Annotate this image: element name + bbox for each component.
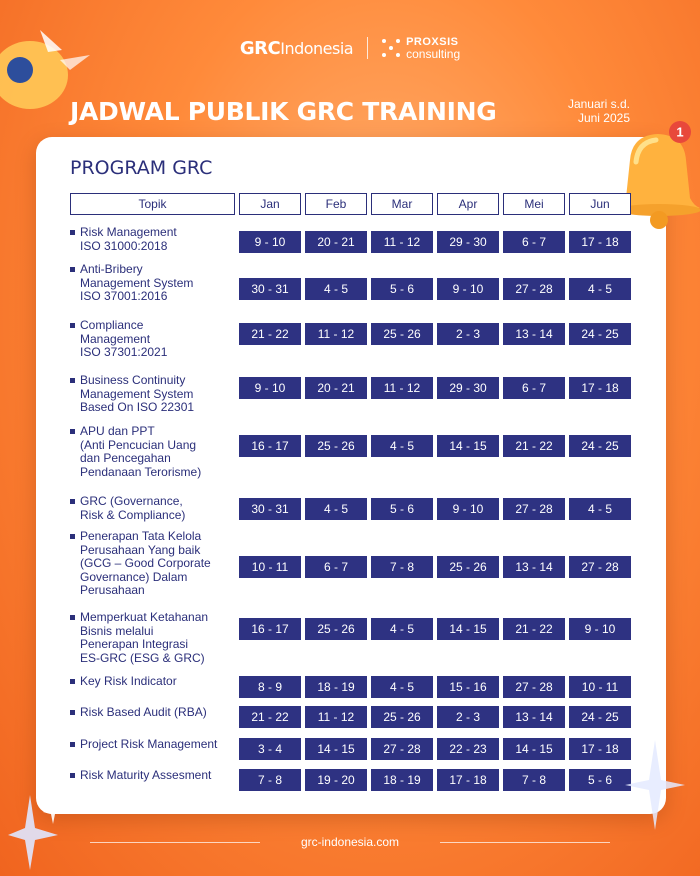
date-cell: 9 - 10 <box>437 498 499 520</box>
topic-label <box>70 738 235 752</box>
topic-line: Risk Management <box>80 225 177 239</box>
date-cell: 4 - 5 <box>371 676 433 698</box>
date-cell: 27 - 28 <box>569 556 631 578</box>
topic-text <box>80 530 211 598</box>
bullet-icon <box>70 378 75 383</box>
date-cell: 6 - 7 <box>305 556 367 578</box>
topic-line: Perusahaan <box>80 583 145 598</box>
topic-label <box>70 769 235 783</box>
sparkle-icon <box>8 790 68 870</box>
date-cell: 10 - 11 <box>239 556 301 578</box>
date-cell: 24 - 25 <box>569 435 631 457</box>
topic-line: Management System <box>80 386 194 401</box>
date-cell: 21 - 22 <box>503 435 565 457</box>
date-cell: 3 - 4 <box>239 738 301 760</box>
bullet-icon <box>70 429 75 434</box>
topic-line: Risk & Compliance) <box>80 507 186 522</box>
header-topic: Topik <box>70 193 235 215</box>
date-cell: 5 - 6 <box>371 278 433 300</box>
date-cell: 10 - 11 <box>569 676 631 698</box>
date-cell: 9 - 10 <box>239 231 301 253</box>
date-cell: 5 - 6 <box>569 769 631 791</box>
date-cell: 6 - 7 <box>503 377 565 399</box>
date-cell: 11 - 12 <box>371 377 433 399</box>
date-cell: 24 - 25 <box>569 323 631 345</box>
bullet-icon <box>70 230 75 235</box>
partner-name: PROXSIS <box>406 36 459 48</box>
topic-line: Penerapan Integrasi <box>80 637 189 652</box>
date-cell: 9 - 10 <box>239 377 301 399</box>
page-title: JADWAL PUBLIK GRC TRAINING <box>70 97 497 126</box>
date-cell: 4 - 5 <box>569 278 631 300</box>
date-cell: 20 - 21 <box>305 377 367 399</box>
header-month: Mar <box>371 193 433 215</box>
bullet-icon <box>70 267 75 272</box>
date-cell: 25 - 26 <box>371 323 433 345</box>
topic-line: Anti-Bribery <box>80 262 143 276</box>
header-month: Feb <box>305 193 367 215</box>
date-cell: 11 - 12 <box>305 323 367 345</box>
date-cell: 30 - 31 <box>239 278 301 300</box>
bullet-icon <box>70 534 75 539</box>
date-cell: 15 - 16 <box>437 676 499 698</box>
proxsis-dots-icon <box>382 39 400 57</box>
topic-line: (Anti Pencucian Uang <box>80 437 197 452</box>
topic-line: ISO 37001:2016 <box>80 289 168 304</box>
topic-text <box>80 263 193 304</box>
topic-text <box>80 675 177 689</box>
date-cell: 5 - 6 <box>371 498 433 520</box>
topic-label <box>70 530 235 598</box>
topic-line: ES-GRC (ESG & GRC) <box>80 650 205 665</box>
footer-url: grc-indonesia.com <box>300 835 400 849</box>
date-cell: 17 - 18 <box>569 738 631 760</box>
topic-line: Perusahaan Yang baik <box>80 542 201 557</box>
date-cell: 17 - 18 <box>569 377 631 399</box>
topic-label <box>70 374 235 415</box>
topic-text <box>80 611 208 665</box>
topic-label <box>70 495 235 522</box>
topic-line: GRC (Governance, <box>80 494 183 508</box>
brand-logos <box>0 36 700 60</box>
logo-divider <box>367 37 368 59</box>
date-cell: 25 - 26 <box>305 435 367 457</box>
program-title: PROGRAM GRC <box>70 157 213 179</box>
date-cell: 9 - 10 <box>569 618 631 640</box>
date-cell: 2 - 3 <box>437 323 499 345</box>
logo-sub: Indonesia <box>280 38 354 58</box>
topic-label <box>70 706 235 720</box>
date-cell: 2 - 3 <box>437 706 499 728</box>
date-cell: 11 - 12 <box>371 231 433 253</box>
date-cell: 13 - 14 <box>503 323 565 345</box>
date-cell: 13 - 14 <box>503 556 565 578</box>
topic-line: Business Continuity <box>80 373 186 387</box>
topic-line: Risk Maturity Assesment <box>80 768 212 782</box>
topic-line: Memperkuat Ketahanan <box>80 610 209 624</box>
date-cell: 17 - 18 <box>569 231 631 253</box>
date-cell: 14 - 15 <box>503 738 565 760</box>
header-month: Jun <box>569 193 631 215</box>
topic-line: ISO 37301:2021 <box>80 345 168 360</box>
date-cell: 4 - 5 <box>305 498 367 520</box>
topic-label <box>70 675 235 689</box>
topic-text <box>80 706 207 720</box>
date-cell: 21 - 22 <box>503 618 565 640</box>
date-cell: 20 - 21 <box>305 231 367 253</box>
topic-line: Governance) Dalam <box>80 569 188 584</box>
topic-line: Pendanaan Terorisme) <box>80 464 202 479</box>
date-cell: 16 - 17 <box>239 435 301 457</box>
date-cell: 7 - 8 <box>503 769 565 791</box>
date-cell: 22 - 23 <box>437 738 499 760</box>
topic-line: Key Risk Indicator <box>80 674 177 688</box>
date-cell: 9 - 10 <box>437 278 499 300</box>
date-cell: 4 - 5 <box>371 435 433 457</box>
topic-line: Project Risk Management <box>80 737 218 751</box>
topic-label <box>70 226 235 253</box>
partner-sub: consulting <box>406 47 461 61</box>
date-range-line1: Januari s.d. <box>567 97 630 111</box>
date-cell: 21 - 22 <box>239 323 301 345</box>
proxsis-logo <box>382 36 460 60</box>
topic-text <box>80 769 211 783</box>
notification-count: 1 <box>676 124 684 140</box>
bullet-icon <box>70 499 75 504</box>
date-cell: 25 - 26 <box>437 556 499 578</box>
topic-line: Management System <box>80 275 194 290</box>
date-cell: 27 - 28 <box>503 498 565 520</box>
date-cell: 14 - 15 <box>305 738 367 760</box>
date-cell: 27 - 28 <box>371 738 433 760</box>
date-range-line2: Juni 2025 <box>577 111 630 125</box>
date-cell: 29 - 30 <box>437 231 499 253</box>
bullet-icon <box>70 679 75 684</box>
bullet-icon <box>70 615 75 620</box>
date-cell: 25 - 26 <box>305 618 367 640</box>
date-cell: 30 - 31 <box>239 498 301 520</box>
topic-line: dan Pencegahan <box>80 451 171 466</box>
topic-text <box>80 374 194 415</box>
header-month: Jan <box>239 193 301 215</box>
topic-text <box>80 319 167 360</box>
topic-label <box>70 319 235 360</box>
date-cell: 4 - 5 <box>371 618 433 640</box>
date-cell: 27 - 28 <box>503 278 565 300</box>
header-month: Mei <box>503 193 565 215</box>
bullet-icon <box>70 742 75 747</box>
date-cell: 4 - 5 <box>569 498 631 520</box>
date-cell: 11 - 12 <box>305 706 367 728</box>
date-cell: 29 - 30 <box>437 377 499 399</box>
bullet-icon <box>70 323 75 328</box>
topic-text <box>80 495 185 522</box>
bullet-icon <box>70 773 75 778</box>
topic-text <box>80 738 217 752</box>
topic-line: Compliance <box>80 318 144 332</box>
date-cell: 13 - 14 <box>503 706 565 728</box>
topic-text <box>80 425 201 479</box>
topic-line: Based On ISO 22301 <box>80 400 195 415</box>
bullet-icon <box>70 710 75 715</box>
date-cell: 27 - 28 <box>503 676 565 698</box>
topic-label <box>70 263 235 304</box>
grc-indonesia-logo <box>240 38 353 59</box>
date-cell: 17 - 18 <box>437 769 499 791</box>
topic-line: Management <box>80 331 151 346</box>
date-cell: 7 - 8 <box>239 769 301 791</box>
date-cell: 14 - 15 <box>437 435 499 457</box>
topic-line: Bisnis melalui <box>80 623 154 638</box>
date-cell: 7 - 8 <box>371 556 433 578</box>
sparkle-icon <box>625 740 685 830</box>
date-cell: 16 - 17 <box>239 618 301 640</box>
topic-text <box>80 226 177 253</box>
date-cell: 8 - 9 <box>239 676 301 698</box>
topic-line: APU dan PPT <box>80 424 155 438</box>
topic-label <box>70 611 235 665</box>
date-cell: 24 - 25 <box>569 706 631 728</box>
topic-line: Penerapan Tata Kelola <box>80 529 202 543</box>
header-month: Apr <box>437 193 499 215</box>
date-cell: 25 - 26 <box>371 706 433 728</box>
logo-main: GRC <box>239 37 281 59</box>
topic-line: ISO 31000:2018 <box>80 238 168 253</box>
date-cell: 19 - 20 <box>305 769 367 791</box>
topic-label <box>70 425 235 479</box>
date-cell: 6 - 7 <box>503 231 565 253</box>
topic-line: Risk Based Audit (RBA) <box>80 705 207 719</box>
date-cell: 4 - 5 <box>305 278 367 300</box>
topic-line: (GCG – Good Corporate <box>80 556 211 571</box>
date-cell: 18 - 19 <box>371 769 433 791</box>
date-cell: 21 - 22 <box>239 706 301 728</box>
date-cell: 18 - 19 <box>305 676 367 698</box>
date-cell: 14 - 15 <box>437 618 499 640</box>
